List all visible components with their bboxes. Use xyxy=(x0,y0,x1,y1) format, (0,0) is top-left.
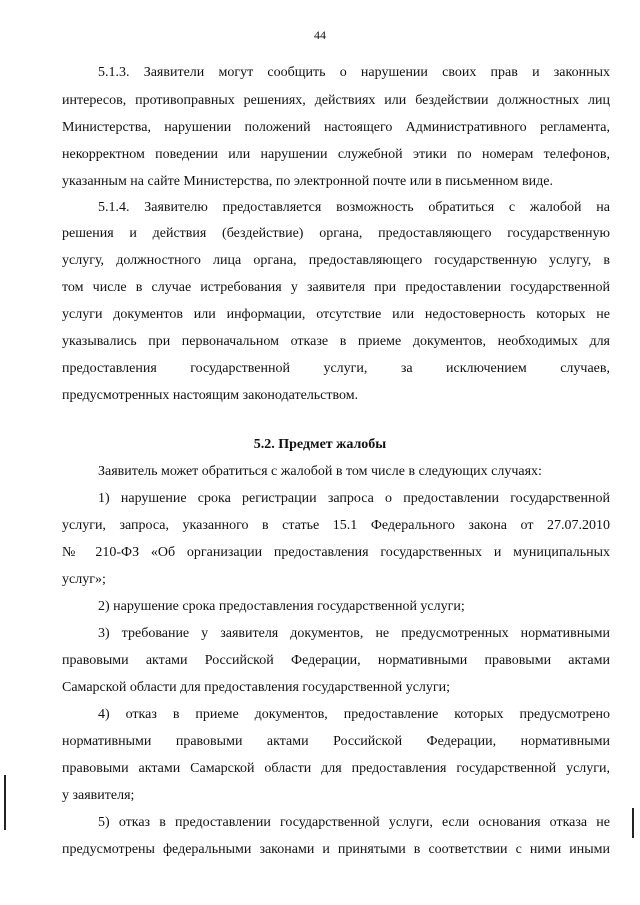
text-line: решения и действия (бездействие) органа, предоставляющего государственную xyxy=(62,226,610,241)
text-line: некорректном поведении или нарушении служебной этики по номерам телефонов, xyxy=(62,147,610,162)
text-line: указанным на сайте Министерства, по электронной почте или в письменном виде. xyxy=(62,174,553,189)
text-line: № 210-ФЗ «Об организации предоставления государственных и муниципальных xyxy=(62,545,610,560)
text-line: услуги, запроса, указанного в статье 15.1 Федерального закона от 27.07.2010 xyxy=(62,518,610,533)
text-line: 3) требование у заявителя документов, не предусмотренных нормативными xyxy=(98,626,610,641)
text-line: 1) нарушение срока регистрации запроса о предоставлении государственной xyxy=(98,491,610,506)
text-line: том числе в случае истребования у заявителя при предоставлении государственной xyxy=(62,280,610,295)
text-line: указывались при первоначальном отказе в приеме документов, необходимых для xyxy=(62,334,610,349)
scan-margin-mark-right xyxy=(632,808,634,838)
text-line: правовыми актами Российской Федерации, нормативными правовыми актами xyxy=(62,653,610,668)
text-line: 4) отказ в приеме документов, предоставление которых предусмотрено xyxy=(98,707,610,722)
text-line: 5.1.3. Заявители могут сообщить о нарушении своих прав и законных xyxy=(98,65,610,80)
text-line: предусмотренных настоящим законодательством. xyxy=(62,388,359,403)
text-line: предусмотрены федеральными законами и принятыми в соответствии с ними иными xyxy=(62,842,610,857)
text-line: услуги документов или информации, отсутствие или недостоверность которых не xyxy=(62,307,610,322)
text-line: 2) нарушение срока предоставления государственной услуги; xyxy=(98,599,465,614)
text-line: услуг»; xyxy=(62,572,106,587)
text-line: нормативными правовыми актами Российской Федерации, нормативными xyxy=(62,734,610,749)
section-heading: 5.2. Предмет жалобы xyxy=(253,437,387,452)
text-line: правовыми актами Самарской области для предоставления государственной услуги, xyxy=(62,761,610,776)
text-line: 5.1.4. Заявителю предоставляется возможность обратиться с жалобой на xyxy=(98,200,610,215)
scan-margin-mark xyxy=(4,775,6,830)
text-line: Самарской области для предоставления государственной услуги; xyxy=(62,680,451,695)
text-line: у заявителя; xyxy=(62,788,135,803)
text-line: Министерства, нарушении положений настоящего Административного регламента, xyxy=(62,120,610,135)
text-line: интересов, противоправных решениях, действиях или бездействии должностных лиц xyxy=(62,93,610,108)
text-line: предоставления государственной услуги, за исключением случаев, xyxy=(62,361,610,376)
text-line: услугу, должностного лица органа, предоставляющего государственную услугу, в xyxy=(62,253,610,268)
text-line: Заявитель может обратиться с жалобой в том числе в следующих случаях: xyxy=(98,464,542,479)
page-number: 44 xyxy=(314,28,326,42)
text-line: 5) отказ в предоставлении государственной услуги, если основания отказа не xyxy=(98,815,610,830)
